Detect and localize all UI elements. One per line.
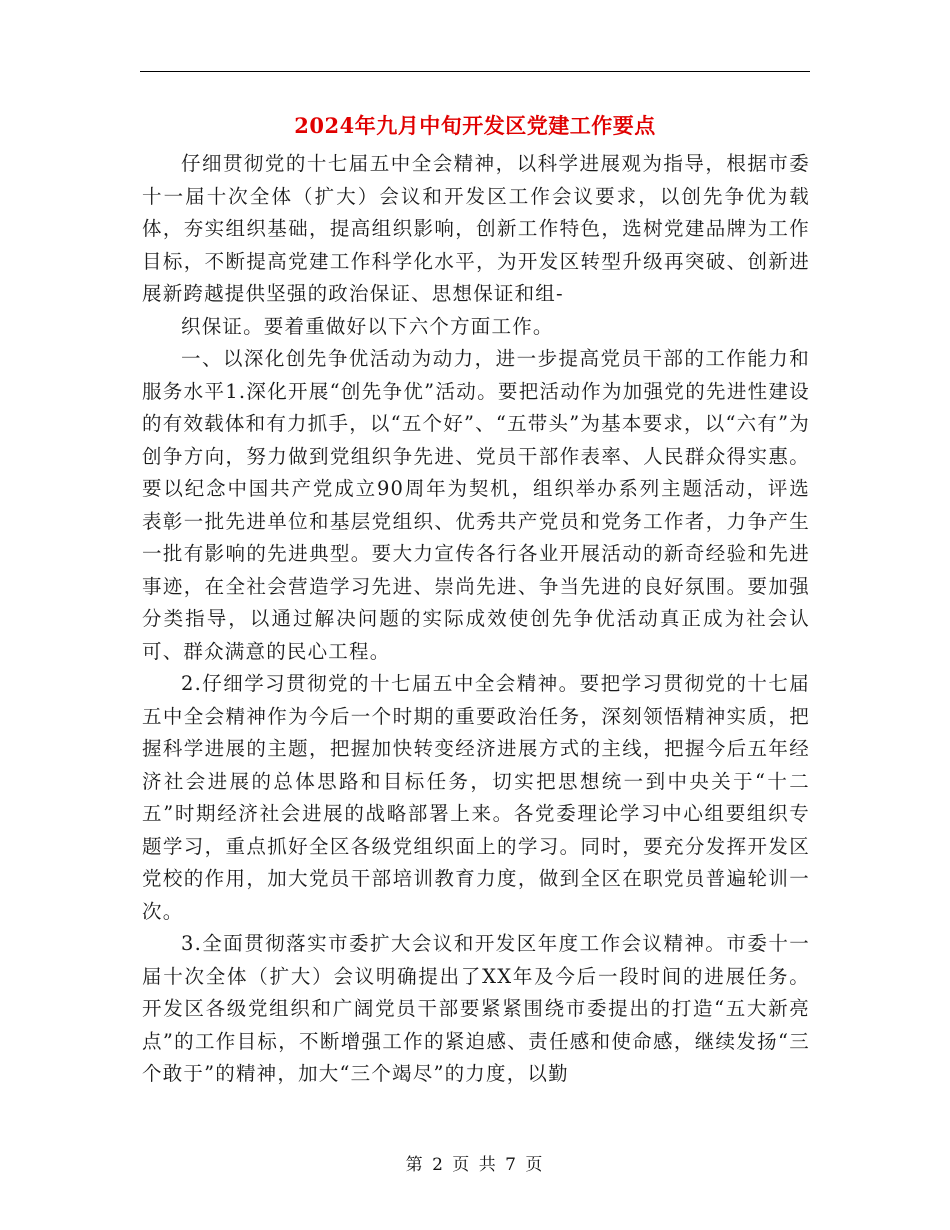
paragraph-section-1: 一、以深化创先争优活动为动力，进一步提高党员干部的工作能力和服务水平1.深化开展“创先争优”活动。要把活动作为加强党的先进性建设的有效载体和有力抓手，以“五个好”、“五带头”为基本要求，以“六有”为创争方向，努力做到党组织争先进、党员干部作表率、人民群众得实惠。要以纪念中国共产党成立90周年为契机，组织举办系列主题活动，评选表彰一批先进单位和基层党组织、优秀共产党员和党务工作者，力争产生一批有影响的先进典型。要大力宣传各行各业开展活动的新奇经验和先进事迹，在全社会营造学习先进、崇尚先进、争当先进的良好氛围。要加强分类指导，以通过解决问题的实际成效使创先争优活动真正成为社会认可、群众满意的民心工程。 [142,347,810,663]
page-number-footer: 第 2 页 共 7 页 [405,1155,545,1175]
paragraph-intro: 仔细贯彻党的十七届五中全会精神，以科学进展观为指导，根据市委十一届十次全体（扩大）会议和开发区工作会议要求，以创先争优为载体，夯实组织基础，提高组织影响，创新工作特色，选树党建品牌为工作目标，不断提高党建工作科学化水平，为开发区转型升级再突破、创新进展新跨越提供坚强的政治保证、思想保证和组- [142,152,810,305]
paragraph-item-3: 3.全面贯彻落实市委扩大会议和开发区年度工作会议精神。市委十一届十次全体（扩大）会议明确提出了XX年及今后一段时间的进展任务。开发区各级党组织和广阔党员干部要紧紧围绕市委提出的打造“五大新亮点”的工作目标，不断增强工作的紧迫感、责任感和使命感，继续发扬“三个敢于”的精神，加大“三个竭尽”的力度，以勤 [142,932,810,1085]
document-title: 2024年九月中旬开发区党建工作要点 [294,113,656,138]
paragraph-item-2: 2.仔细学习贯彻党的十七届五中全会精神。要把学习贯彻党的十七届五中全会精神作为今后一个时期的重要政治任务，深刻领悟精神实质，把握科学进展的主题，把握加快转变经济进展方式的主线，把握今后五年经济社会进展的总体思路和目标任务，切实把思想统一到中央关于“十二五”时期经济社会进展的战略部署上来。各党委理论学习中心组要组织专题学习，重点抓好全区各级党组织面上的学习。同时，要充分发挥开发区党校的作用，加大党员干部培训教育力度，做到全区在职党员普遍轮训一次。 [142,672,810,923]
paragraph-intro-continued: 织保证。要着重做好以下六个方面工作。 [181,314,554,338]
header-rule [140,71,810,72]
document-body [142,148,810,1091]
